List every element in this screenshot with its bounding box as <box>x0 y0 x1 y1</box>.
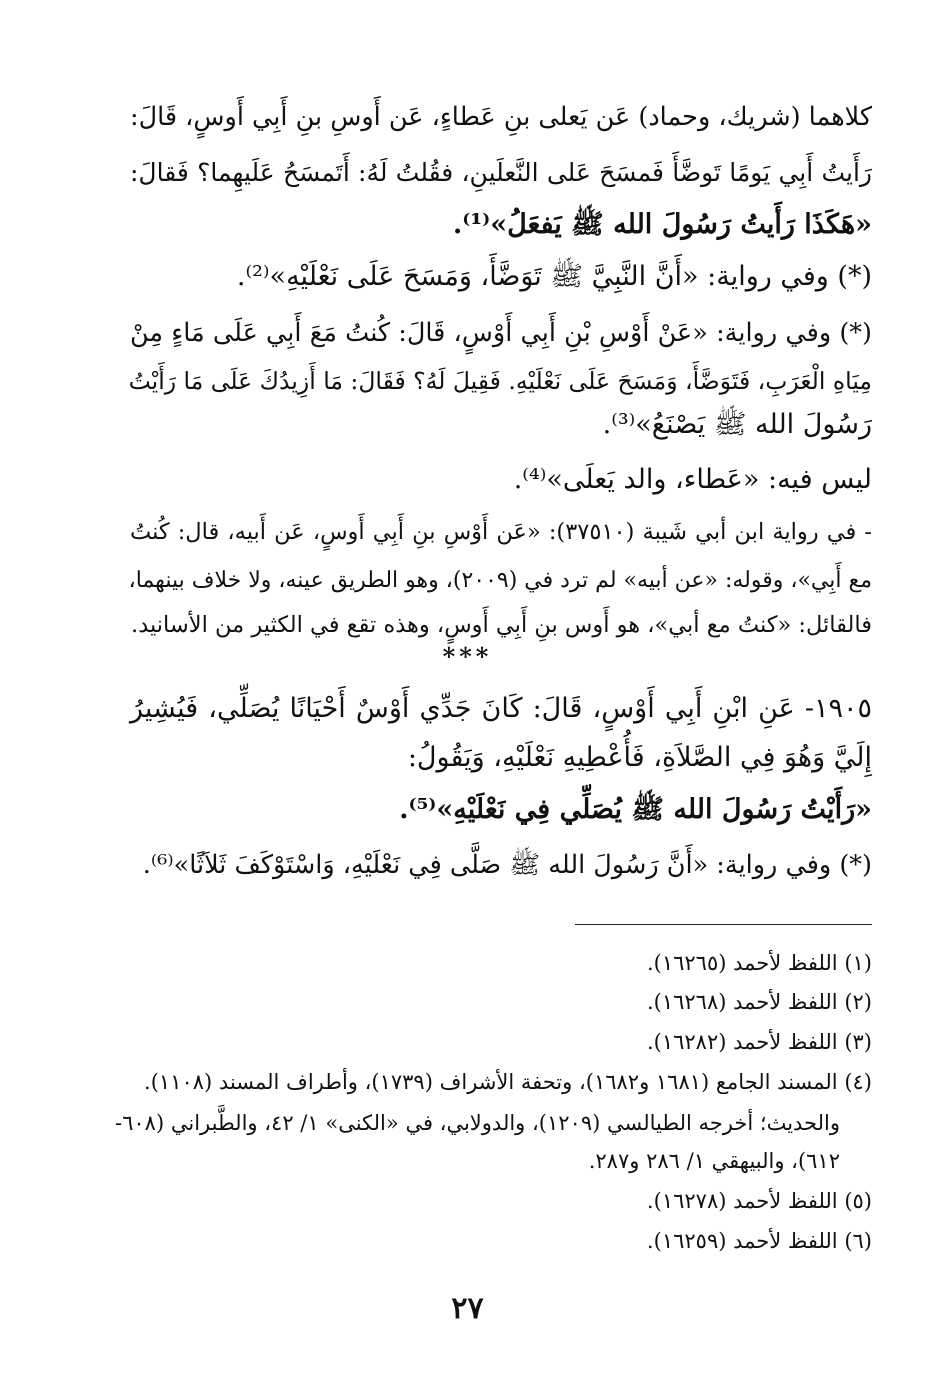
text-line: فالقائل: «كنتُ مع أبي»، هو أَوس بنِ أَبِي أَوسٍ، وهذه تقع في الكثير من الأسانيد. <box>131 612 872 638</box>
text-line: «هَكَذَا رَأَيتُ رَسُولَ الله ﷺ يَفعَلُ»⁽¹⁾. <box>452 209 872 240</box>
footnote: (١) اللفظ لأحمد (١٦٢٦٥). <box>646 951 872 975</box>
footnote: ٦١٢)، والبيهقي ١/ ٢٨٦ و٢٨٧. <box>588 1149 840 1173</box>
text-line: (*) وفي رواية: «عَنْ أَوْسِ بْنِ أَبِي أَوْسٍ، قَالَ: كُنتُ مَعَ أَبِي عَلَى مَاءٍ مِنْ <box>130 318 872 348</box>
footnote: (٥) اللفظ لأحمد (١٦٢٧٨). <box>646 1189 872 1213</box>
text-line: مع أَبِي»، وقوله: «عن أبيه» لم ترد في (٢٠٠٩)، وهو الطريق عينه، ولا خلاف بينهما، <box>128 568 872 593</box>
footnote: (٣) اللفظ لأحمد (١٦٢٨٢). <box>646 1030 872 1054</box>
hadith-line: (*) وفي رواية: «أَنَّ رَسُولَ الله ﷺ صَلَّى فِي نَعْلَيْهِ، وَاسْتَوْكَفَ ثَلاَثًا»⁽⁶⁾. <box>142 850 872 880</box>
text-line: - في رواية ابن أبي شَيبة (٣٧٥١٠): «عَن أَوْسِ بنِ أَبِي أَوسٍ، عَن أَبيه، قال: كُنتُ <box>130 519 872 545</box>
text-line: رَأَيتُ أَبِي يَومًا تَوضَّأَ فَمسَحَ عَلى النَّعلَينِ، فقُلتُ لَهُ: أَتَمسَحُ عَلَيهِما؟ فَقالَ: <box>130 158 872 187</box>
text-line: (*) وفي رواية: «أَنَّ النَّبِيَّ ﷺ تَوَضَّأَ، وَمَسَحَ عَلَى نَعْلَيْهِ»⁽²⁾. <box>236 261 872 292</box>
hadith-line: ١٩٠٥- عَنِ ابْنِ أَبِي أَوْسٍ، قَالَ: كَانَ جَدِّي أَوْسٌ أَحْيَانًا يُصَلِّي، فَيُشِيرُ <box>130 693 872 724</box>
hadith-line: «رَأَيْتُ رَسُولَ الله ﷺ يُصَلِّي فِي نَعْلَيْهِ»⁽⁵⁾. <box>399 794 872 825</box>
page-number: ٢٧ <box>451 1291 484 1326</box>
text-line: كلاهما (شريك، وحماد) عَن يَعلى بنِ عَطاءٍ، عَن أَوسِ بنِ أَبِي أَوسٍ، قَالَ: <box>130 102 872 132</box>
text-line: مِيَاهِ الْعَرَبِ، فَتَوَضَّأَ، وَمَسَحَ عَلَى نَعْلَيْهِ. فَقِيلَ لَهُ؟ فَقَالَ: مَا أَزِيدُكَ عَلَى مَا رَأَيْتُ <box>128 367 872 395</box>
footnote: (٦) اللفظ لأحمد (١٦٢٥٩). <box>646 1229 872 1253</box>
section-separator: *** <box>442 642 493 671</box>
text-line: رَسُولَ الله ﷺ يَصْنَعُ»⁽³⁾. <box>602 409 872 440</box>
footnote: (٢) اللفظ لأحمد (١٦٢٦٨). <box>646 990 872 1014</box>
hadith-line: إِلَيَّ وَهُوَ فِي الصَّلاَةِ، فَأُعْطِيهِ نَعْلَيْهِ، وَيَقُولُ: <box>407 742 872 773</box>
footnote-rule <box>575 924 872 925</box>
footnote: والحديث؛ أخرجه الطيالسي (١٢٠٩)، والدولابي، في «الكنى» ١/ ٤٢، والطَّبراني (٦٠٨- <box>115 1111 840 1135</box>
footnote: (٤) المسند الجامع (١٦٨١ و١٦٨٢)، وتحفة الأشراف (١٧٣٩)، وأطراف المسند (١١٠٨). <box>144 1070 872 1094</box>
text-line: ليس فيه: «عَطاء، والد يَعلَى»⁽⁴⁾. <box>513 464 872 495</box>
